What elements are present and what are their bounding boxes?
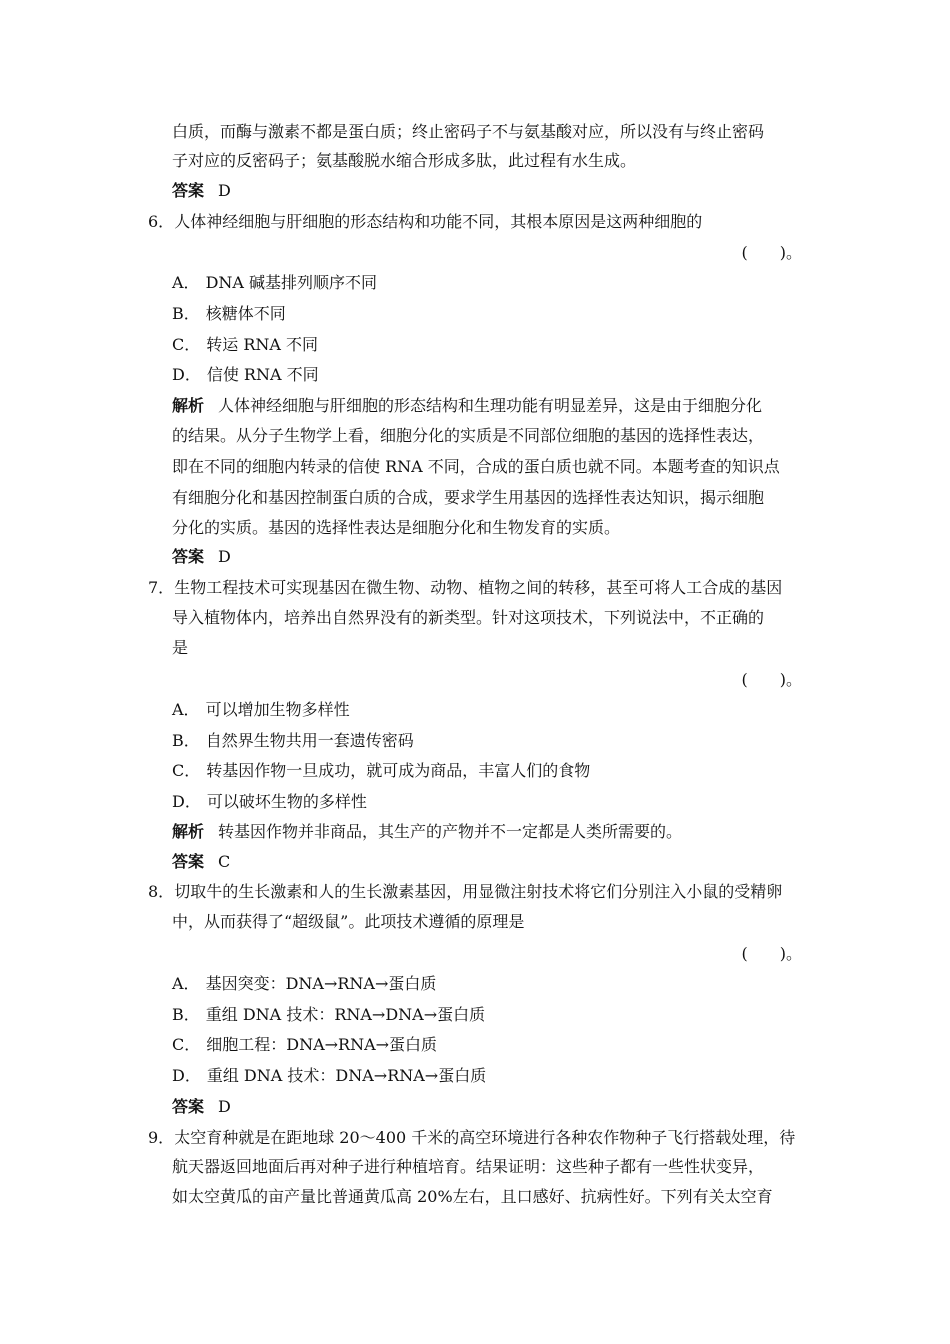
analysis-text: 人体神经细胞与肝细胞的形态结构和生理功能有明显差异，这是由于细胞分化 (218, 396, 763, 415)
question-text: 生物工程技术可实现基因在微生物、动物、植物之间的转移，甚至可将人工合成的基因 (174, 578, 783, 597)
intro-line: 白质，而酶与激素不都是蛋白质；终止密码子不与氨基酸对应，所以没有与终止密码 (172, 122, 765, 141)
option-letter: B． (172, 1005, 200, 1024)
option-d (172, 1065, 812, 1087)
question-number: 8． (148, 882, 175, 901)
option-text: 转运 RNA 不同 (206, 335, 319, 354)
option-d (172, 791, 812, 813)
option-b (172, 730, 812, 752)
option-d (172, 364, 812, 386)
option-letter: D． (172, 1066, 201, 1085)
option-b (172, 303, 812, 325)
question-number: 6． (148, 212, 175, 231)
answer-bracket: ( )。 (741, 243, 802, 262)
analysis-line: 的结果。从分子生物学上看，细胞分化的实质是不同部位细胞的基因的选择性表达， (172, 426, 765, 445)
answer-bracket: ( )。 (741, 670, 802, 689)
answer-value: D (218, 181, 231, 200)
intro-answer (172, 180, 812, 202)
option-c (172, 334, 812, 356)
question-text: 是 (172, 638, 189, 657)
question-text: 人体神经细胞与肝细胞的形态结构和功能不同，其根本原因是这两种细胞的 (174, 212, 703, 231)
question-text: 如太空黄瓜的亩产量比普通黄瓜高 20%左右，且口感好、抗病性好。下列有关太空育 (172, 1187, 773, 1206)
question-text: 导入植物体内，培养出自然界没有的新类型。针对这项技术，下列说法中，不正确的 (172, 608, 765, 627)
answer-label: 答案 (172, 181, 205, 200)
option-text: 重组 DNA 技术：DNA→RNA→蛋白质 (206, 1066, 487, 1085)
option-c (172, 760, 812, 782)
question-8-stem (148, 881, 788, 903)
question-9-stem (148, 1127, 796, 1149)
option-c (172, 1034, 812, 1056)
question-number: 9． (148, 1128, 175, 1147)
answer-value: D (218, 547, 231, 566)
analysis-line (172, 821, 812, 843)
option-letter: A． (172, 700, 200, 719)
option-letter: C． (172, 1035, 201, 1054)
option-letter: D． (172, 792, 201, 811)
option-letter: B． (172, 731, 200, 750)
question-number: 7． (148, 578, 175, 597)
analysis-text: 转基因作物并非商品，其生产的产物并不一定都是人类所需要的。 (218, 822, 683, 841)
option-text: 细胞工程：DNA→RNA→蛋白质 (206, 1035, 438, 1054)
option-b (172, 1004, 812, 1026)
question-text: 航天器返回地面后再对种子进行种植培育。结果证明：这些种子都有一些性状变异， (172, 1157, 765, 1176)
answer-label: 答案 (172, 852, 205, 871)
analysis-label: 解析 (172, 822, 205, 841)
option-text: 基因突变：DNA→RNA→蛋白质 (205, 974, 437, 993)
option-text: 信使 RNA 不同 (206, 365, 319, 384)
answer-label: 答案 (172, 547, 205, 566)
analysis-line (172, 395, 812, 417)
question-text: 太空育种就是在距地球 20～400 千米的高空环境进行各种农作物种子飞行搭载处理，待 (174, 1128, 796, 1147)
analysis-line: 即在不同的细胞内转录的信使 RNA 不同，合成的蛋白质也就不同。本题考查的知识点 (172, 457, 780, 476)
question-text: 中，从而获得了“超级鼠”。此项技术遵循的原理是 (172, 912, 525, 931)
question-6-stem (148, 211, 788, 233)
analysis-line: 有细胞分化和基因控制蛋白质的合成，要求学生用基因的选择性表达知识，揭示细胞 (172, 488, 765, 507)
option-letter: B． (172, 304, 200, 323)
option-text: 可以破坏生物的多样性 (206, 792, 367, 811)
option-text: 重组 DNA 技术：RNA→DNA→蛋白质 (205, 1005, 486, 1024)
option-a (172, 973, 812, 995)
answer-line (172, 851, 812, 873)
option-text: 可以增加生物多样性 (205, 700, 350, 719)
option-text: 自然界生物共用一套遗传密码 (205, 731, 414, 750)
option-letter: C． (172, 335, 201, 354)
option-a (172, 272, 812, 294)
analysis-label: 解析 (172, 396, 205, 415)
option-letter: C． (172, 761, 201, 780)
option-letter: D． (172, 365, 201, 384)
answer-label: 答案 (172, 1097, 205, 1116)
option-letter: A． (172, 273, 200, 292)
answer-value: D (218, 1097, 231, 1116)
option-a (172, 699, 812, 721)
option-text: DNA 碱基排列顺序不同 (205, 273, 378, 292)
intro-line: 子对应的反密码子；氨基酸脱水缩合形成多肽，此过程有水生成。 (172, 151, 637, 170)
answer-bracket: ( )。 (741, 944, 802, 963)
option-text: 转基因作物一旦成功，就可成为商品，丰富人们的食物 (206, 761, 591, 780)
analysis-line: 分化的实质。基因的选择性表达是细胞分化和生物发育的实质。 (172, 518, 621, 537)
option-text: 核糖体不同 (205, 304, 286, 323)
answer-line (172, 546, 812, 568)
answer-value: C (218, 852, 231, 871)
question-text: 切取牛的生长激素和人的生长激素基因，用显微注射技术将它们分别注入小鼠的受精卵 (174, 882, 783, 901)
option-letter: A． (172, 974, 200, 993)
answer-line (172, 1096, 812, 1118)
question-7-stem (148, 577, 788, 599)
